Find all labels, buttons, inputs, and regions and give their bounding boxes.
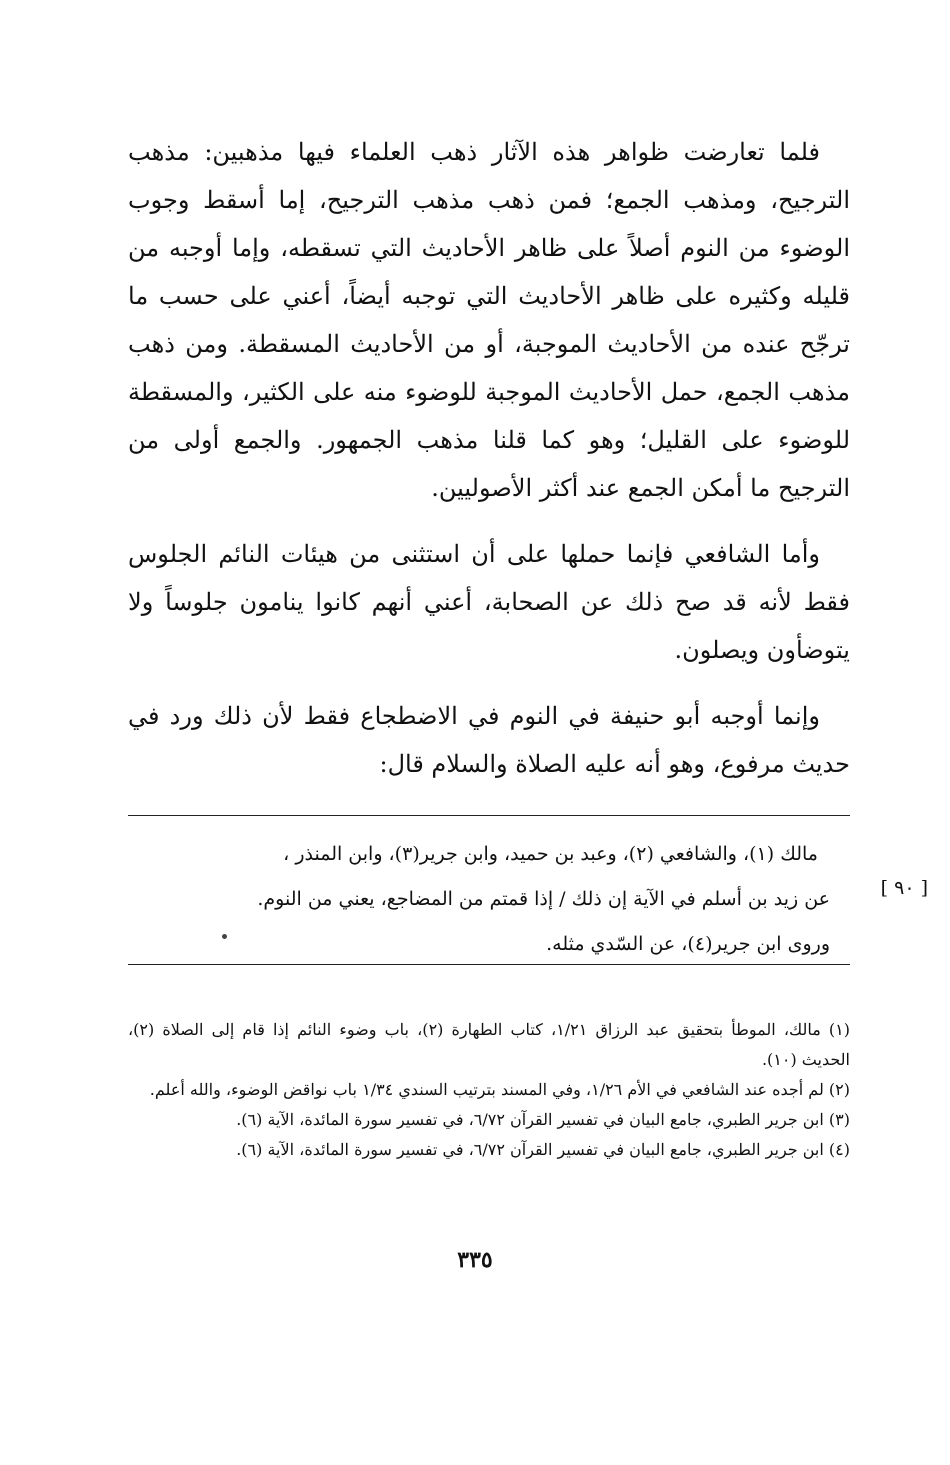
quote-line: عن زيد بن أسلم في الآية إن ذلك / إذا قمتم من المضاجع، يعني من النوم.: [257, 888, 830, 910]
verse-reference: [ ٩٠ ]: [880, 877, 928, 899]
footnote: (٣) ابن جرير الطبري، جامع البيان في تفسير القرآن ٦/٧٢، في تفسير سورة المائدة، الآية (٦).: [236, 1110, 850, 1129]
quote-line: مالك (١)، والشافعي (٢)، وعبد بن حميد، وابن جرير(٣)، وابن المنذر ،: [283, 843, 818, 865]
quote-line: وروى ابن جرير(٤)، عن السّدي مثله.: [546, 933, 830, 955]
paragraph-abu-hanifa: وإنما أوجبه أبو حنيفة في النوم في الاضطجاع فقط لأن ذلك ورد في حديث مرفوع، وهو أنه عليه الصلاة والسلام قال:: [128, 702, 850, 778]
footnotes: [128, 1015, 850, 1165]
footnote: (١) مالك، الموطأ بتحقيق عبد الرزاق ١/٢١، كتاب الطهارة (٢)، باب وضوء النائم إذا قام إلى الصلاة (٢)، الحديث (١٠).: [128, 1020, 851, 1069]
quoted-block: [150, 832, 830, 967]
quote-bottom-rule: [128, 964, 850, 965]
paragraph-tarjih-jam: فلما تعارضت ظواهر هذه الآثار ذهب العلماء فيها مذهبين: مذهب الترجيح، ومذهب الجمع؛ فمن ذهب مذهب الترجيح، إما أسقط وجوب الوضوء من النوم أصلاً على ظاهر الأحاديث التي تسقطه، وإما أوجبه من قليله وكثيره على ظاهر الأحاديث التي توجبه أيضاً، أعني على حسب ما ترجّح عنده من الأحاديث الموجبة، أو من الأحاديث المسقطة. ومن ذهب مذهب الجمع، حمل الأحاديث الموجبة للوضوء منه على الكثير، والمسقطة للوضوء على القليل؛ وهو كما قلنا مذهب الجمهور. والجمع أولى من الترجيح ما أمكن الجمع عند أكثر الأصوليين.: [128, 138, 851, 502]
footnote: (٤) ابن جرير الطبري، جامع البيان في تفسير القرآن ٦/٧٢، في تفسير سورة المائدة، الآية (٦).: [236, 1140, 850, 1159]
main-text: [128, 128, 850, 788]
footnote: (٢) لم أجده عند الشافعي في الأم ١/٢٦، وفي المسند بترتيب السندي ١/٣٤ باب نواقض الوضوء، والله أعلم.: [149, 1080, 850, 1099]
quote-top-rule: [128, 815, 850, 816]
page-number: ٣٣٥: [457, 1247, 493, 1273]
dot-mark: [222, 934, 227, 939]
paragraph-shafii: وأما الشافعي فإنما حملها على أن استثنى من هيئات النائم الجلوس فقط لأنه قد صح ذلك عن الصحابة، أعني أنهم كانوا ينامون جلوساً ولا يتوضأون ويصلون.: [128, 540, 850, 664]
